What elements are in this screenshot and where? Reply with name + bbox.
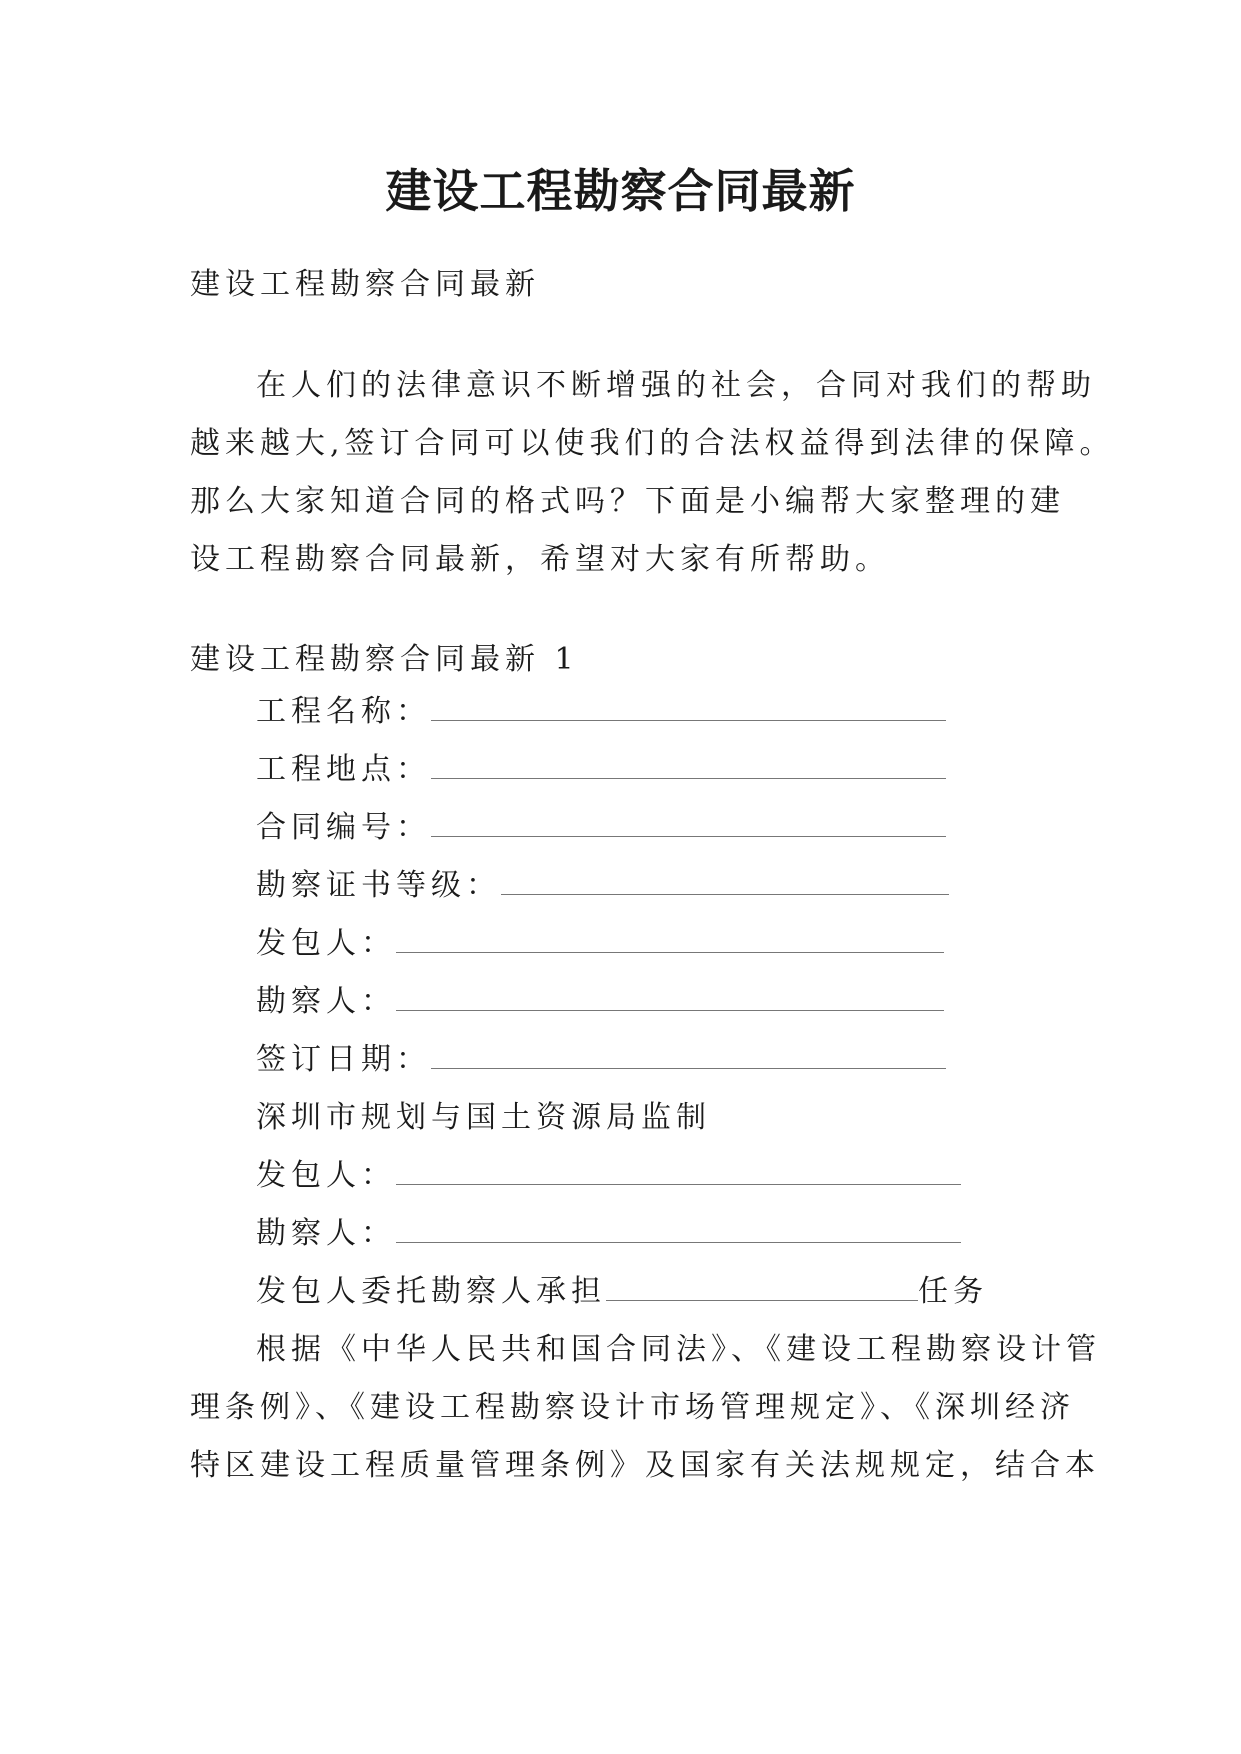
- party-surveyor: [256, 1214, 961, 1254]
- field-certificate-grade: [256, 866, 949, 906]
- field-label: 合同编号：: [256, 810, 431, 845]
- intro-line: 那么大家知道合同的格式吗？下面是小编帮大家整理的建: [190, 484, 1065, 519]
- field-employer: [256, 924, 944, 964]
- field-label: 工程名称：: [256, 694, 431, 729]
- field-label: 发包人：: [256, 926, 396, 961]
- field-label: 签订日期：: [256, 1042, 431, 1077]
- blank-line: [396, 926, 944, 953]
- basis-line: 根据《中华人民共和国合同法》、《建设工程勘察设计管: [256, 1332, 1101, 1367]
- blank-line: [431, 810, 946, 837]
- blank-line: [431, 694, 946, 721]
- intro-line: 在人们的法律意识不断增强的社会，合同对我们的帮助: [256, 368, 1096, 403]
- blank-line: [396, 984, 944, 1011]
- blank-line: [431, 752, 946, 779]
- section-heading: 建设工程勘察合同最新 1: [190, 642, 579, 677]
- basis-line: 理条例》、《建设工程勘察设计市场管理规定》、《深圳经济: [190, 1390, 1075, 1425]
- field-label: 发包人：: [256, 1158, 396, 1193]
- supervisor-line: 深圳市规划与国土资源局监制: [256, 1100, 711, 1135]
- intro-line: 越来越大,签订合同可以使我们的合法权益得到法律的保障。: [190, 426, 1115, 461]
- field-project-location: [256, 750, 946, 790]
- blank-line: [396, 1216, 961, 1243]
- task-suffix: 任务: [918, 1274, 988, 1309]
- field-sign-date: [256, 1040, 946, 1080]
- task-prefix: 发包人委托勘察人承担: [256, 1274, 606, 1309]
- field-contract-number: [256, 808, 946, 848]
- blank-line: [396, 1158, 961, 1185]
- party-employer: [256, 1156, 961, 1196]
- blank-line: [501, 868, 949, 895]
- basis-line: 特区建设工程质量管理条例》及国家有关法规规定，结合本: [190, 1448, 1100, 1483]
- task-line: [256, 1272, 988, 1312]
- blank-line: [431, 1042, 946, 1069]
- document-subtitle: 建设工程勘察合同最新: [190, 267, 540, 302]
- intro-line: 设工程勘察合同最新，希望对大家有所帮助。: [190, 542, 890, 577]
- field-label: 勘察证书等级：: [256, 868, 501, 903]
- document-title: 建设工程勘察合同最新: [385, 164, 856, 218]
- field-label: 勘察人：: [256, 1216, 396, 1251]
- blank-line: [606, 1274, 918, 1301]
- field-project-name: [256, 692, 946, 732]
- field-surveyor: [256, 982, 944, 1022]
- field-label: 工程地点：: [256, 752, 431, 787]
- field-label: 勘察人：: [256, 984, 396, 1019]
